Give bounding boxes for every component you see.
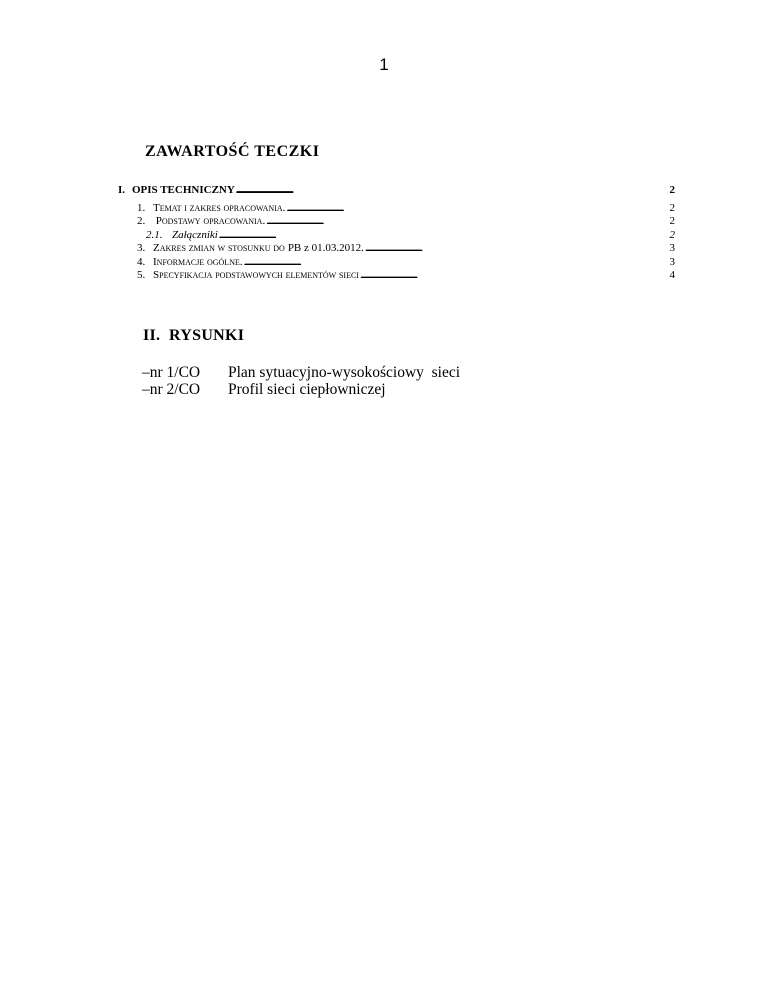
section-2-heading	[143, 327, 244, 345]
toc-item-5[interactable]	[137, 269, 675, 282]
toc-section-1[interactable]	[118, 183, 675, 197]
toc-title: ZAWARTOŚĆ TECZKI	[145, 143, 320, 160]
drawing-item	[142, 364, 460, 381]
toc-item-page: 4	[669, 268, 675, 281]
toc-leader-dots	[266, 215, 668, 228]
toc-leader-dots	[360, 269, 669, 282]
drawing-title: Plan sytuacyjno-wysokościowy sieci	[228, 364, 461, 381]
toc-item-2[interactable]	[137, 215, 675, 228]
toc-item-number: 1.	[137, 202, 146, 214]
toc-subitems	[137, 202, 675, 282]
toc-item-page: 2	[669, 202, 675, 214]
toc-item-number: 4.	[137, 255, 146, 268]
toc-section-1-number: I.	[118, 184, 126, 196]
toc-item-page: 2	[669, 215, 675, 228]
toc-item-label: Podstawy opracowania.	[153, 215, 266, 228]
toc-item-label-tail: PB z 01.03.2012.	[287, 242, 364, 255]
toc-item-page: 3	[669, 255, 675, 268]
toc-item-1[interactable]	[137, 202, 675, 215]
page-number: 1	[379, 55, 389, 74]
drawings-list	[142, 364, 460, 398]
section-2-label: RYSUNKI	[168, 327, 245, 344]
toc-item-4[interactable]	[137, 256, 675, 269]
drawing-title: Profil sieci ciepłowniczej	[228, 381, 386, 398]
section-2-number: II.	[143, 327, 161, 344]
toc-item-number: 5.	[137, 268, 146, 281]
toc-item-2-1[interactable]	[137, 229, 675, 242]
toc-item-3[interactable]	[137, 242, 675, 255]
toc-item-label: Informacje ogólne.	[153, 255, 243, 268]
toc-item-number: 2.	[137, 215, 146, 228]
toc-item-label: Zakres zmian w stosunku do	[153, 242, 285, 255]
toc-leader-dots	[365, 242, 669, 255]
toc-item-label: Temat i zakres opracowania.	[153, 202, 286, 214]
toc-leader-dots	[236, 183, 669, 197]
drawing-code: –nr 1/CO	[142, 364, 201, 381]
toc-leader-dots	[219, 229, 669, 242]
drawing-code: –nr 2/CO	[142, 381, 201, 398]
toc-section-1-page: 2	[669, 184, 675, 196]
toc-item-label: Specyfikacja podstawowych elementów sieci	[153, 268, 359, 281]
toc-item-page: 3	[669, 242, 675, 255]
toc-leader-dots	[286, 202, 668, 215]
toc-item-number: 2.1.	[146, 228, 163, 241]
drawing-item	[142, 381, 460, 398]
toc-item-page: 2	[669, 228, 675, 241]
toc-item-number: 3.	[137, 242, 146, 255]
toc-section-1-label: OPIS TECHNICZNY	[132, 184, 235, 196]
toc-item-label: Załączniki	[172, 228, 218, 241]
toc-leader-dots	[244, 256, 669, 269]
